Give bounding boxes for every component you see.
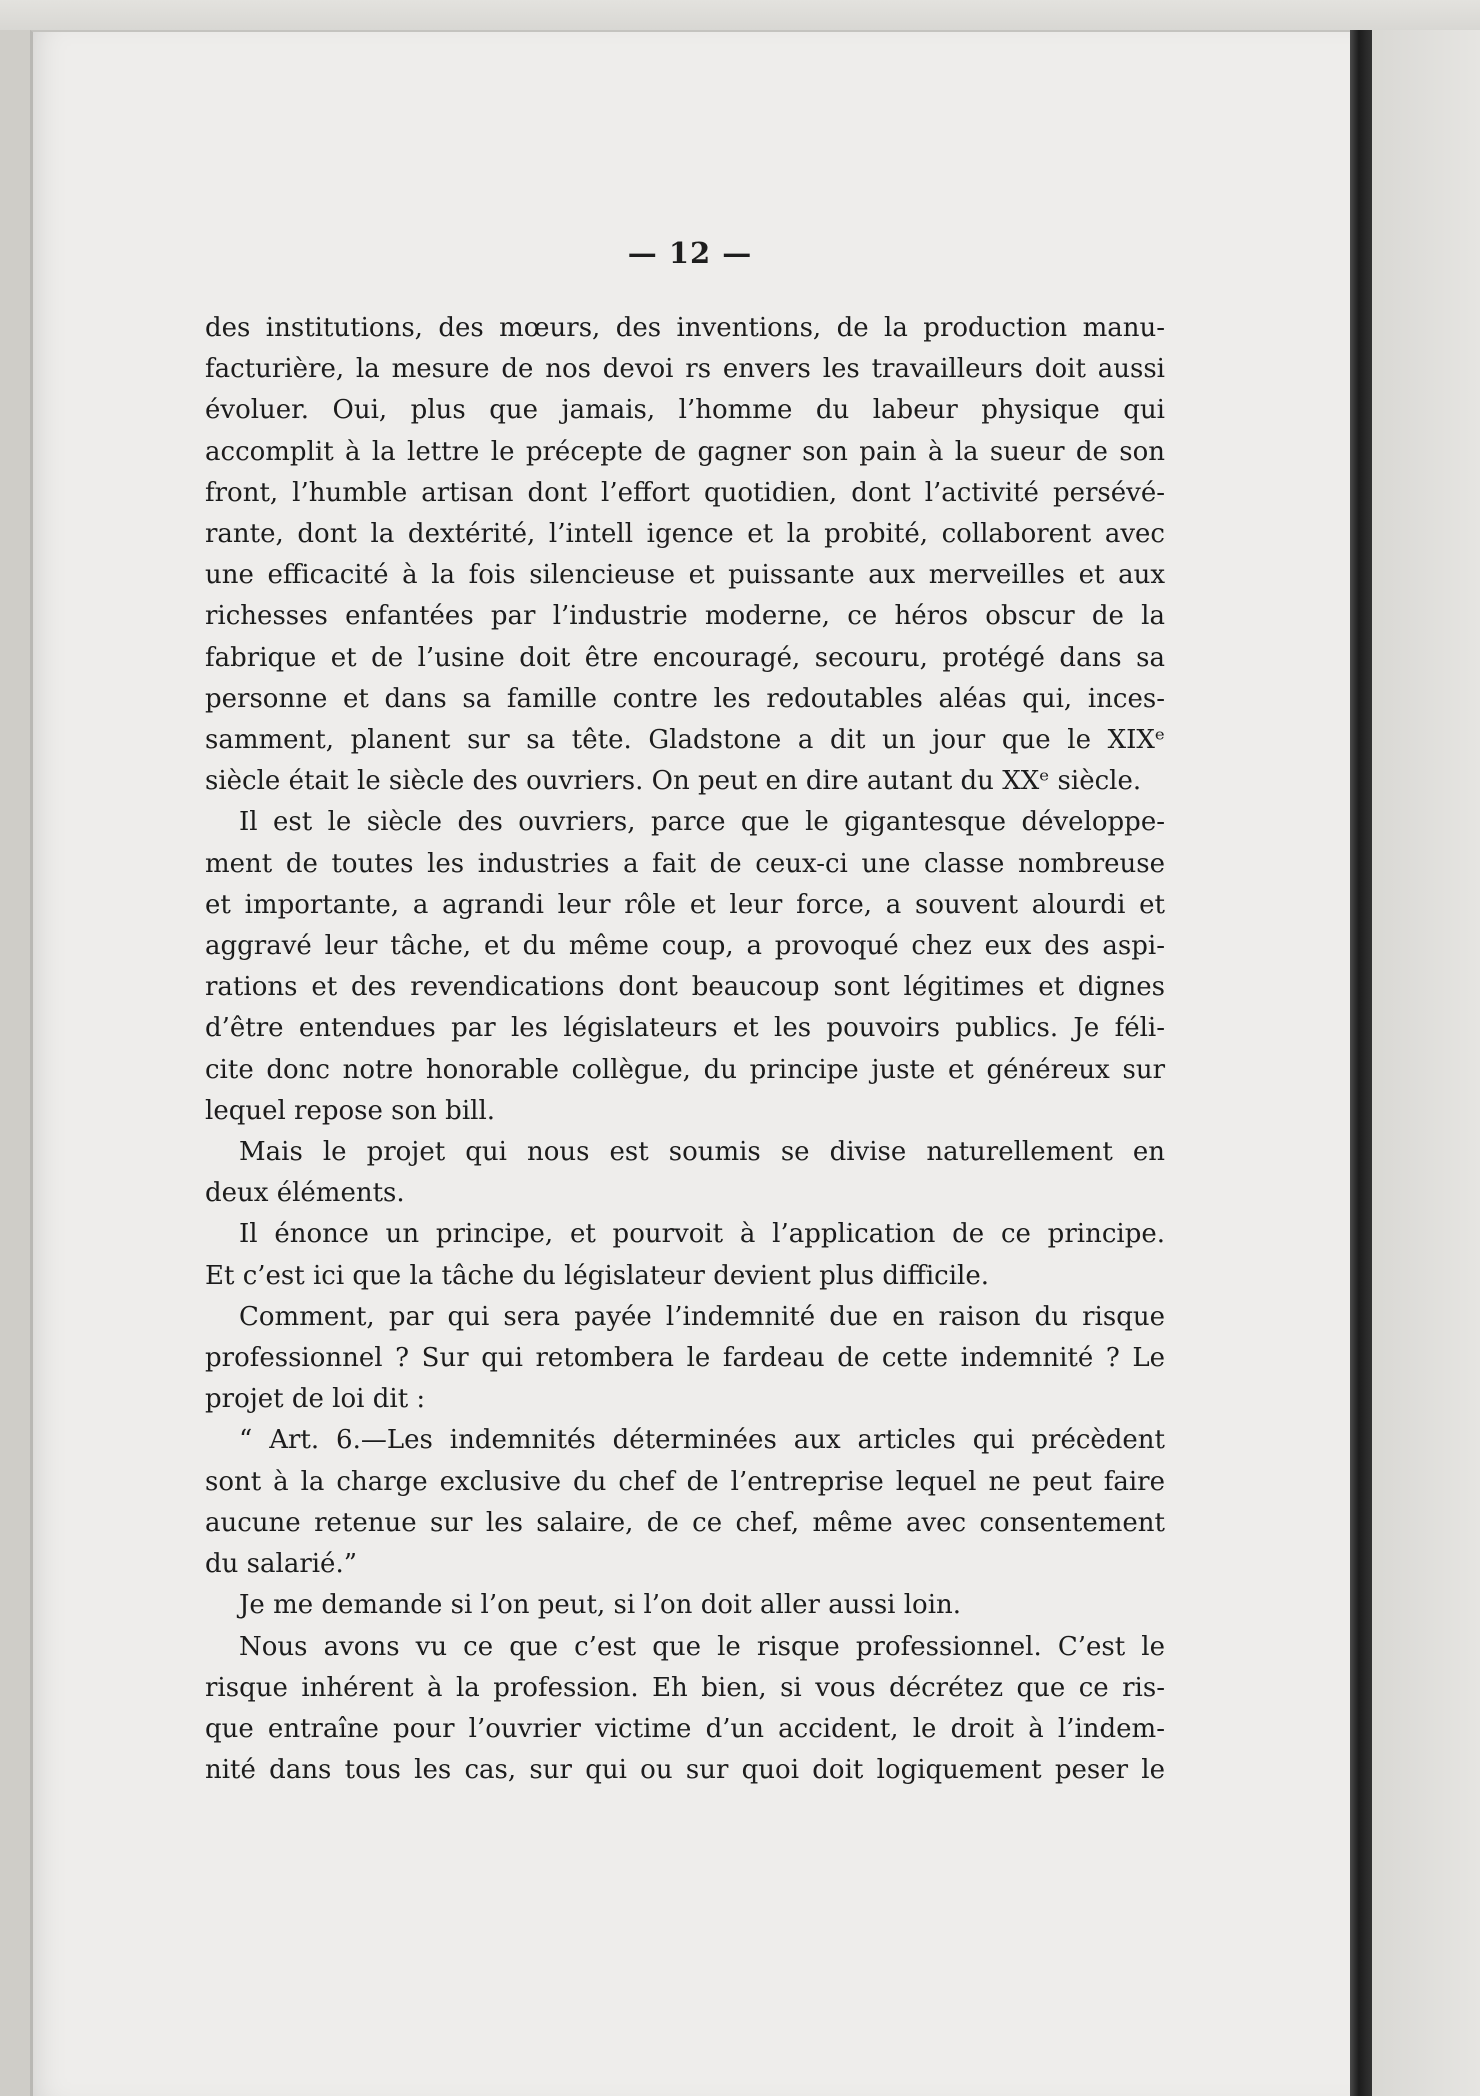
text-line: Il est le siècle des ouvriers, parce que le gigantesque développe- (239, 807, 1165, 838)
text-line: nité dans tous les cas, sur qui ou sur quoi doit logiquement peser le (205, 1755, 1165, 1786)
text-line: front, l’humble artisan dont l’effort quotidien, dont l’activité persévé- (205, 477, 1165, 508)
text-line: des institutions, des mœurs, des inventions, de la production manu- (205, 313, 1165, 343)
text-line: siècle était le siècle des ouvriers. On peut en dire autant du XXᵉ siècle. (205, 766, 1142, 797)
text-line: facturière, la mesure de nos devoi rs envers les travailleurs doit aussi (205, 354, 1165, 385)
text-line: fabrique et de l’usine doit être encouragé, secouru, protégé dans sa (205, 642, 1165, 673)
text-line: ment de toutes les industries a fait de ceux-ci une classe nombreuse (205, 848, 1165, 879)
text-line: sont à la charge exclusive du chef de l’entreprise lequel ne peut faire (205, 1466, 1165, 1497)
text-line: risque inhérent à la profession. Eh bien, si vous décrétez que ce ris- (205, 1672, 1165, 1703)
text-line: aggravé leur tâche, et du même coup, a provoqué chez eux des aspi- (205, 931, 1165, 962)
text-line: professionnel ? Sur qui retombera le fardeau de cette indemnité ? Le (205, 1343, 1165, 1374)
text-line: d’être entendues par les législateurs et les pouvoirs publics. Je féli- (205, 1013, 1165, 1044)
text-line: aucune retenue sur les salaire, de ce chef, même avec consentement (205, 1507, 1165, 1538)
text-line: deux éléments. (205, 1178, 405, 1209)
text-line: une efficacité à la fois silencieuse et puissante aux merveilles et aux (205, 560, 1165, 591)
text-line: Nous avons vu ce que c’est que le risque professionnel. C’est le (239, 1631, 1165, 1662)
text-line: cite donc notre honorable collègue, du principe juste et généreux sur (205, 1054, 1165, 1085)
adjacent-page-edge (1372, 30, 1480, 2096)
scan-background (0, 0, 1480, 30)
text-line: Comment, par qui sera payée l’indemnité due en raison du risque (239, 1301, 1165, 1332)
text-line: personne et dans sa famille contre les redoutables aléas qui, inces- (205, 683, 1165, 714)
page-number: — 12 — (627, 236, 753, 270)
text-line: projet de loi dit : (205, 1384, 426, 1415)
text-line: que entraîne pour l’ouvrier victime d’un accident, le droit à l’indem- (205, 1713, 1165, 1744)
text-line: richesses enfantées par l’industrie moderne, ce héros obscur de la (205, 601, 1165, 632)
text-line: rante, dont la dextérité, l’intell igence et la probité, collaborent avec (205, 519, 1165, 550)
text-line: accomplit à la lettre le précepte de gagner son pain à la sueur de son (205, 436, 1165, 467)
text-line: Et c’est ici que la tâche du législateur devient plus difficile. (205, 1260, 989, 1291)
body-text (205, 308, 1165, 1791)
text-line: samment, planent sur sa tête. Gladstone a dit un jour que le XIXᵉ (205, 725, 1165, 756)
text-line: lequel repose son bill. (205, 1095, 496, 1126)
text-line: Il énonce un principe, et pourvoit à l’application de ce principe. (239, 1219, 1165, 1250)
text-line: Mais le projet qui nous est soumis se divise naturellement en (239, 1137, 1165, 1168)
text-line: rations et des revendications dont beaucoup sont légitimes et dignes (205, 972, 1165, 1003)
text-line: évoluer. Oui, plus que jamais, l’homme du labeur physique qui (205, 395, 1165, 426)
text-line: Je me demande si l’on peut, si l’on doit aller aussi loin. (239, 1590, 962, 1621)
text-line: “ Art. 6.—Les indemnités déterminées aux articles qui précèdent (239, 1425, 1165, 1456)
book-spine-gutter (1350, 30, 1372, 2096)
text-line: et importante, a agrandi leur rôle et leur force, a souvent alourdi et (205, 889, 1165, 920)
text-line: du salarié.” (205, 1549, 358, 1580)
